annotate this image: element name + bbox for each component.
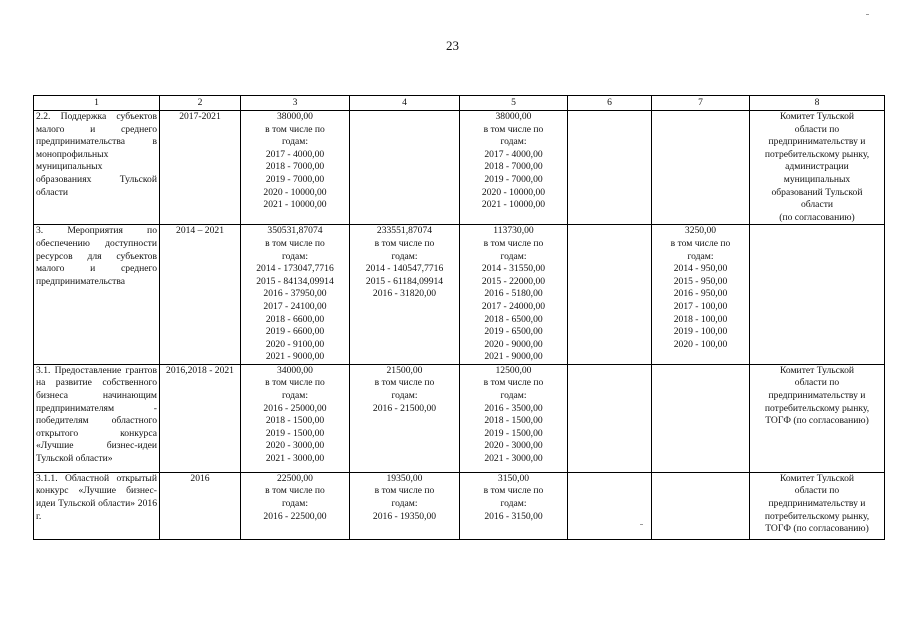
- cell-line: годам:: [500, 498, 527, 510]
- cell-executor: [750, 225, 885, 365]
- cell-line: 2016 - 19350,00: [372, 510, 437, 522]
- header-cell: 5: [460, 96, 568, 111]
- cell-line: 2019 - 7000,00: [484, 173, 543, 185]
- cell-line: 2020 - 10000,00: [481, 186, 546, 198]
- cell-line: 19350,00: [386, 472, 423, 484]
- cell-regional-budget: [460, 225, 568, 365]
- cell-line: 2021 - 3000,00: [484, 453, 543, 465]
- cell-total: [241, 225, 350, 365]
- cell-line: Комитет Тульской: [779, 472, 855, 484]
- funding-table: [33, 95, 885, 540]
- cell-line: годам:: [391, 498, 418, 510]
- cell-regional-budget: [460, 472, 568, 539]
- cell-line: 2018 - 7000,00: [265, 161, 325, 173]
- cell-line: 2020 - 100,00: [673, 338, 728, 350]
- cell-period: 2016,2018 - 2021: [160, 364, 241, 472]
- cell-line: ТОГФ (по согласованию): [765, 415, 869, 427]
- cell-line: 2019 - 100,00: [673, 326, 728, 338]
- cell-period: 2017-2021: [160, 111, 241, 225]
- cell-executor: [750, 472, 885, 539]
- header-cell: 1: [34, 96, 160, 111]
- cell-local-budget: [568, 364, 652, 472]
- cell-line: 2014 - 140547,7716: [365, 263, 444, 275]
- cell-line: 2020 - 10000,00: [263, 186, 327, 198]
- cell-other-sources: [652, 472, 750, 539]
- header-cell: 7: [652, 96, 750, 111]
- cell-line: 2018 - 1500,00: [484, 415, 543, 427]
- cell-line: 113730,00: [493, 225, 534, 237]
- cell-line: 2014 - 31550,00: [481, 263, 546, 275]
- cell-total: [241, 364, 350, 472]
- cell-regional-budget: [460, 111, 568, 225]
- cell-line: 2020 - 9000,00: [484, 338, 543, 350]
- cell-line: 2021 - 10000,00: [481, 199, 546, 211]
- cell-line: годам:: [281, 250, 309, 262]
- cell-line: в том числе по: [374, 485, 435, 497]
- cell-line: 2016 - 37950,00: [263, 288, 327, 300]
- cell-line: в том числе по: [483, 123, 544, 135]
- cell-line: 2016 - 5180,00: [484, 288, 543, 300]
- cell-line: 2019 - 6500,00: [484, 326, 543, 338]
- cell-line: 2016 - 25000,00: [263, 402, 327, 414]
- cell-executor: [750, 111, 885, 225]
- cell-line: годам:: [500, 250, 527, 262]
- cell-federal-budget: [350, 111, 460, 225]
- cell-local-budget: [568, 225, 652, 365]
- cell-line: 2016 - 950,00: [673, 288, 728, 300]
- cell-line: в том числе по: [374, 237, 435, 249]
- cell-federal-budget: [350, 364, 460, 472]
- cell-line: потребительскому рынку,: [764, 148, 870, 160]
- cell-line: 2021 - 10000,00: [263, 199, 327, 211]
- cell-activity-name: 3. Мероприятия по обеспечению доступности ресурсов для субъектов малого и среднего предпринимательства: [34, 225, 160, 365]
- table-row: [34, 111, 885, 225]
- cell-line: 2018 - 100,00: [673, 313, 728, 325]
- table-row: [34, 472, 885, 539]
- cell-line: Комитет Тульской: [779, 364, 855, 376]
- cell-line: 22500,00: [277, 472, 313, 484]
- cell-line: области по: [794, 485, 840, 497]
- cell-other-sources: [652, 364, 750, 472]
- cell-activity-name: 2.2. Поддержка субъектов малого и среднего предпринимательства в монопрофильных муниципальных образованиях Тульской области: [34, 111, 160, 225]
- cell-line: 21500,00: [386, 364, 423, 376]
- header-cell: 6: [568, 96, 652, 111]
- cell-line: 2014 - 950,00: [673, 263, 728, 275]
- page-number: 23: [446, 38, 459, 53]
- cell-line: 2018 - 7000,00: [484, 161, 543, 173]
- cell-total: [241, 472, 350, 539]
- cell-line: в том числе по: [265, 237, 325, 249]
- cell-line: 2019 - 7000,00: [265, 173, 325, 185]
- cell-line: 2017 - 24000,00: [481, 300, 546, 312]
- table-row: [34, 225, 885, 365]
- cell-local-budget: [568, 472, 652, 539]
- cell-line: 2019 - 1500,00: [484, 427, 543, 439]
- cell-line: 2018 - 6600,00: [265, 313, 325, 325]
- cell-regional-budget: [460, 364, 568, 472]
- header-cell: 3: [241, 96, 350, 111]
- cell-line: в том числе по: [265, 485, 325, 497]
- cell-line: в том числе по: [265, 123, 325, 135]
- cell-line: потребительскому рынку,: [764, 510, 870, 522]
- cell-line: 2016 - 21500,00: [372, 402, 437, 414]
- cell-line: годам:: [281, 498, 309, 510]
- cell-line: 2016 - 22500,00: [263, 510, 327, 522]
- cell-local-budget: [568, 111, 652, 225]
- cell-line: 233551,87074: [376, 225, 433, 237]
- cell-activity-name: 3.1.1. Областной открытый конкурс «Лучшие бизнес-идеи Тульской области» 2016 г.: [34, 472, 160, 539]
- cell-activity-name: 3.1. Предоставление грантов на развитие собственного бизнеса начинающим предпринимателям - победителям областного открытого конкурса «Лучшие бизнес-идеи Тульской области»: [34, 364, 160, 472]
- cell-line: годам:: [391, 250, 418, 262]
- cell-line: 3250,00: [684, 225, 717, 237]
- cell-line: 2015 - 84134,09914: [256, 275, 334, 287]
- cell-line: 2016 - 3150,00: [484, 510, 543, 522]
- cell-line: 350531,87074: [267, 225, 323, 237]
- cell-total: [241, 111, 350, 225]
- cell-line: в том числе по: [483, 485, 544, 497]
- cell-line: 2017 - 100,00: [673, 300, 728, 312]
- cell-period: 2016: [160, 472, 241, 539]
- cell-line: 2019 - 6600,00: [265, 326, 325, 338]
- cell-line: муниципальных: [783, 173, 851, 185]
- cell-line: области: [800, 199, 834, 211]
- cell-line: предпринимательству и: [768, 390, 866, 402]
- cell-other-sources: [652, 111, 750, 225]
- header-row: [34, 96, 885, 111]
- cell-period: 2014 – 2021: [160, 225, 241, 365]
- cell-line: годам:: [687, 250, 714, 262]
- table-row: [34, 364, 885, 472]
- cell-line: 2020 - 3000,00: [484, 440, 543, 452]
- cell-line: 2014 - 173047,7716: [256, 263, 334, 275]
- cell-line: администрации: [785, 161, 849, 173]
- cell-line: 2017 - 4000,00: [484, 148, 543, 160]
- cell-line: годам:: [500, 390, 527, 402]
- cell-federal-budget: [350, 472, 460, 539]
- cell-line: 2020 - 9100,00: [265, 338, 325, 350]
- cell-line: ТОГФ (по согласованию): [765, 523, 869, 535]
- cell-line: в том числе по: [483, 237, 544, 249]
- cell-line: 2015 - 61184,09914: [365, 275, 444, 287]
- cell-line: предпринимательству и: [768, 136, 866, 148]
- cell-line: годам:: [391, 390, 418, 402]
- cell-line: 2017 - 24100,00: [263, 300, 327, 312]
- cell-line: 38000,00: [277, 111, 313, 122]
- cell-line: годам:: [500, 136, 527, 148]
- cell-line: в том числе по: [670, 237, 731, 249]
- cell-line: 2021 - 9000,00: [484, 351, 543, 363]
- cell-line: образований Тульской: [771, 186, 863, 198]
- cell-line: годам:: [281, 390, 309, 402]
- cell-line: 2020 - 3000,00: [265, 440, 325, 452]
- header-cell: 2: [160, 96, 241, 111]
- cell-line: (по согласованию): [779, 211, 855, 223]
- cell-line: 2021 - 3000,00: [265, 453, 325, 465]
- cell-executor: [750, 364, 885, 472]
- cell-line: потребительскому рынку,: [764, 402, 870, 414]
- cell-line: 34000,00: [277, 364, 313, 376]
- cell-line: 2019 - 1500,00: [265, 427, 325, 439]
- cell-line: 2021 - 9000,00: [265, 351, 325, 363]
- cell-line: годам:: [281, 136, 309, 148]
- cell-line: в том числе по: [265, 377, 325, 389]
- cell-line: в том числе по: [483, 377, 544, 389]
- cell-line: 2016 - 31820,00: [372, 288, 437, 300]
- cell-line: 2017 - 4000,00: [265, 148, 325, 160]
- cell-line: 2015 - 950,00: [673, 275, 728, 287]
- header-cell: 8: [750, 96, 885, 111]
- cell-line: 38000,00: [495, 111, 532, 122]
- cell-line: области по: [794, 123, 840, 135]
- cell-line: области по: [794, 377, 840, 389]
- cell-line: 2015 - 22000,00: [481, 275, 546, 287]
- cell-line: предпринимательству и: [768, 498, 866, 510]
- cell-line: 12500,00: [495, 364, 532, 376]
- cell-line: 3150,00: [497, 472, 530, 484]
- cell-line: в том числе по: [374, 377, 435, 389]
- header-cell: 4: [350, 96, 460, 111]
- cell-other-sources: [652, 225, 750, 365]
- scan-speck: [866, 14, 869, 15]
- cell-line: 2018 - 1500,00: [265, 415, 325, 427]
- cell-line: 2018 - 6500,00: [484, 313, 543, 325]
- cell-line: 2016 - 3500,00: [484, 402, 543, 414]
- cell-line: Комитет Тульской: [779, 111, 855, 122]
- cell-federal-budget: [350, 225, 460, 365]
